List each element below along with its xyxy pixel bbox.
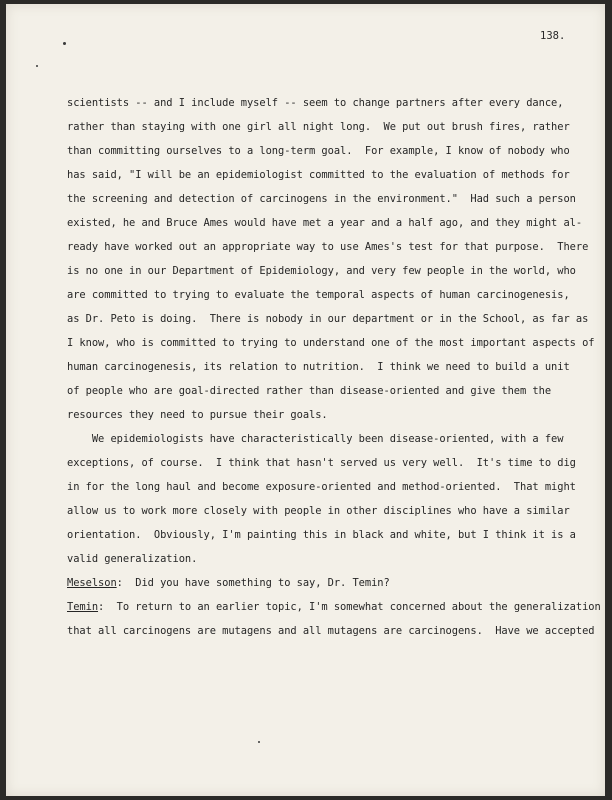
text-line: the screening and detection of carcinogens in the environment." Had such a person bbox=[67, 193, 576, 205]
speech-text: : To return to an earlier topic, I'm somewhat concerned about the generalization bbox=[98, 601, 601, 613]
ink-speck bbox=[36, 65, 38, 67]
speaker-name: Temin bbox=[67, 601, 99, 613]
text-line: than committing ourselves to a long-term goal. For example, I know of nobody who bbox=[67, 145, 570, 157]
text-line: is no one in our Department of Epidemiology, and very few people in the world, who bbox=[67, 265, 576, 277]
speaker-name: Meselson bbox=[67, 577, 117, 589]
text-line: We epidemiologists have characteristically been disease-oriented, with a few bbox=[67, 433, 564, 445]
text-line: valid generalization. bbox=[67, 553, 198, 565]
text-line: human carcinogenesis, its relation to nutrition. I think we need to build a unit bbox=[67, 361, 570, 373]
document-page bbox=[6, 4, 605, 796]
text-line: as Dr. Peto is doing. There is nobody in our department or in the School, as far as bbox=[67, 313, 589, 325]
text-line: rather than staying with one girl all night long. We put out brush fires, rather bbox=[67, 121, 570, 133]
ink-speck bbox=[63, 42, 66, 45]
text-line: allow us to work more closely with people in other disciplines who have a similar bbox=[67, 505, 570, 517]
ink-speck bbox=[258, 741, 260, 743]
speaker-line-meselson bbox=[67, 577, 390, 589]
text-line: in for the long haul and become exposure-oriented and method-oriented. That might bbox=[67, 481, 576, 493]
text-line: has said, "I will be an epidemiologist committed to the evaluation of methods for bbox=[67, 169, 570, 181]
text-line: are committed to trying to evaluate the temporal aspects of human carcinogenesis, bbox=[67, 289, 570, 301]
text-line: that all carcinogens are mutagens and all mutagens are carcinogens. Have we accepted bbox=[67, 625, 595, 637]
text-line: exceptions, of course. I think that hasn't served us very well. It's time to dig bbox=[67, 457, 576, 469]
text-line: of people who are goal-directed rather than disease-oriented and give them the bbox=[67, 385, 552, 397]
speaker-line-temin bbox=[67, 601, 601, 613]
text-line: ready have worked out an appropriate way to use Ames's test for that purpose. There bbox=[67, 241, 589, 253]
text-line: I know, who is committed to trying to understand one of the most important aspects of bbox=[67, 337, 595, 349]
text-line: orientation. Obviously, I'm painting this in black and white, but I think it is a bbox=[67, 529, 576, 541]
text-line: scientists -- and I include myself -- seem to change partners after every dance, bbox=[67, 97, 564, 109]
speech-text: : Did you have something to say, Dr. Temin? bbox=[116, 577, 390, 589]
text-line: resources they need to pursue their goals. bbox=[67, 409, 328, 421]
page-number: 138. bbox=[540, 30, 566, 42]
text-line: existed, he and Bruce Ames would have met a year and a half ago, and they might al- bbox=[67, 217, 583, 229]
